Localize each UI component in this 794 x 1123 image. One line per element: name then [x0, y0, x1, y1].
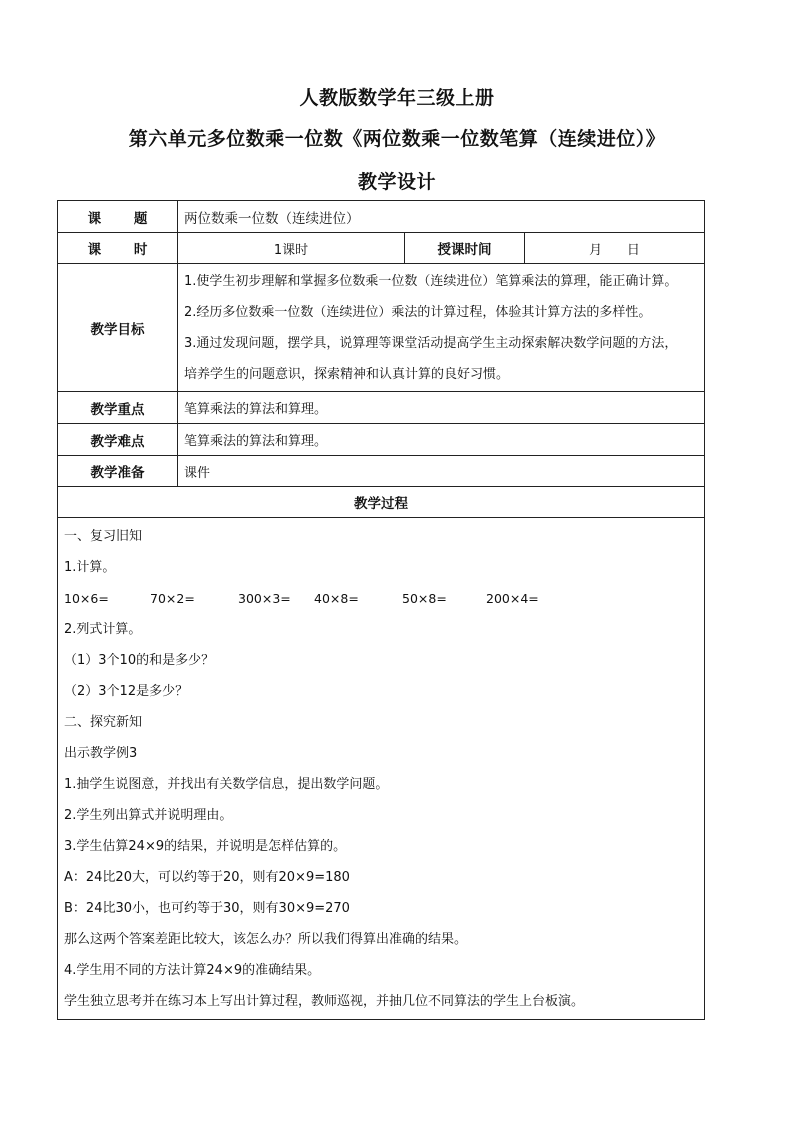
- calc-item: 40×8=: [314, 590, 359, 606]
- unit-title: 第六单元多位数乘一位数《两位数乘一位数笔算（连续进位）》: [128, 128, 666, 150]
- process-cell: [58, 518, 705, 1020]
- review-title: 一、复习旧知: [64, 528, 143, 544]
- independent-work: 学生独立思考并在练习本上写出计算过程，教师巡视，并抽几位不同算法的学生上台板演。: [64, 993, 585, 1009]
- period-row: [58, 233, 705, 264]
- topic-value: 两位数乘一位数（连续进位）: [178, 201, 705, 233]
- calc-item: 10×6=: [64, 590, 109, 606]
- calc-items: [64, 583, 698, 614]
- topic-label: 课 题: [58, 201, 178, 233]
- goal-item: 3.通过发现问题，摆学具，说算理等课堂活动提高学生主动探索解决数学问题的方法，: [184, 335, 678, 351]
- date-value: 月 日: [525, 233, 705, 264]
- design-title: 教学设计: [357, 171, 436, 193]
- estimate-a: A：24比20大，可以约等于20，则有20×9=180: [64, 869, 350, 885]
- key-row: [58, 392, 705, 424]
- calc-item: 70×2=: [150, 590, 195, 606]
- goals-cell: [178, 264, 705, 392]
- calc-item: 300×3=: [238, 590, 291, 606]
- step-2: 2.学生列出算式并说明理由。: [64, 807, 233, 823]
- example-line: 出示教学例3: [64, 745, 138, 761]
- difficulty-value: 笔算乘法的算法和算理。: [178, 424, 705, 456]
- goals-row: [58, 264, 705, 392]
- goal-item: 2.经历多位数乘一位数（连续进位）乘法的计算过程，体验其计算方法的多样性。: [184, 304, 652, 320]
- goals-label: 教学目标: [58, 264, 178, 392]
- process-header-row: [58, 487, 705, 518]
- calc-title: 1.计算。: [64, 559, 116, 575]
- period-label: 课 时: [58, 233, 178, 264]
- estimate-b: B：24比30小，也可约等于30，则有30×9=270: [64, 900, 350, 916]
- key-label: 教学重点: [58, 392, 178, 424]
- goal-item: 1.使学生初步理解和掌握多位数乘一位数（连续进位）笔算乘法的算理，能正确计算。: [184, 273, 678, 289]
- lesson-plan-table: [57, 200, 705, 1020]
- formula-title: 2.列式计算。: [64, 621, 142, 637]
- step-3: 3.学生估算24×9的结果，并说明是怎样估算的。: [64, 838, 347, 854]
- calc-item: 50×8=: [402, 590, 447, 606]
- topic-row: [58, 201, 705, 233]
- document-title: 人教版数学年三级上册: [299, 87, 495, 109]
- step-1: 1.抽学生说图意，并找出有关数学信息，提出数学问题。: [64, 776, 389, 792]
- explore-title: 二、探究新知: [64, 714, 143, 730]
- goal-item: 培养学生的问题意识，探索精神和认真计算的良好习惯。: [184, 366, 510, 382]
- process-header: 教学过程: [58, 487, 705, 518]
- question-2: （2）3个12是多少？: [64, 683, 189, 699]
- gap-note: 那么这两个答案差距比较大，该怎么办？所以我们得算出准确的结果。: [64, 931, 468, 947]
- key-value: 笔算乘法的算法和算理。: [178, 392, 705, 424]
- period-value: 1课时: [178, 233, 405, 264]
- question-1: （1）3个10的和是多少？: [64, 652, 215, 668]
- calc-item: 200×4=: [486, 590, 539, 606]
- difficulty-row: [58, 424, 705, 456]
- prep-value: 课件: [178, 456, 705, 487]
- difficulty-label: 教学难点: [58, 424, 178, 456]
- prep-row: [58, 456, 705, 487]
- process-row: [58, 518, 705, 1020]
- step-4: 4.学生用不同的方法计算24×9的准确结果。: [64, 962, 321, 978]
- time-label: 授课时间: [405, 233, 525, 264]
- prep-label: 教学准备: [58, 456, 178, 487]
